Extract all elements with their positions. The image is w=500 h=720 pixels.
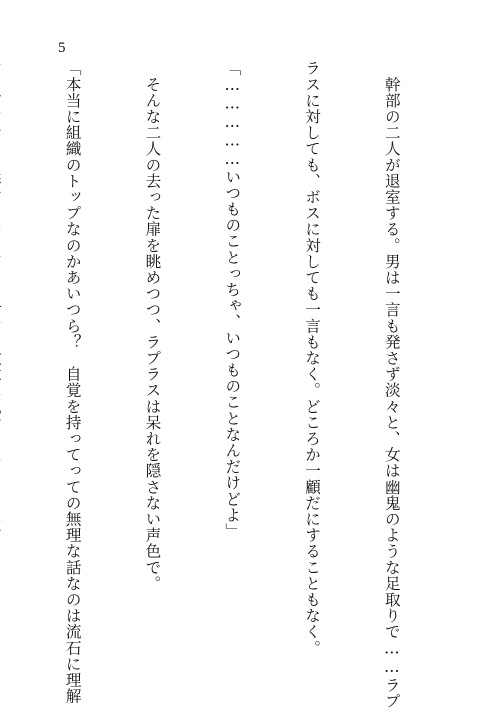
- novel-text-block: [18, 60, 458, 709]
- text-line: 「……………いつものことっちゃ、いつものことなんだけどよ」: [223, 60, 242, 539]
- text-line: そんな二人の去った扉を眺めつつ、ラプラスは呆れを隠さない声色で。: [143, 60, 162, 592]
- text-line: [0, 60, 6, 660]
- text-line: ラスに対しても、ボスに対しても一言もなく。どころか一顧だにすることもなく。: [303, 60, 322, 656]
- text-line: 「本当に組織のトップなのかあいつら？ 自覚を持ってっての無理な話なのは流石に理解: [63, 60, 82, 704]
- text-line: 幹部の二人が退室する。男は一言も発さず淡々と、女は幽鬼のような足取りで……ラプ: [382, 60, 401, 709]
- page-number: 5: [58, 40, 66, 56]
